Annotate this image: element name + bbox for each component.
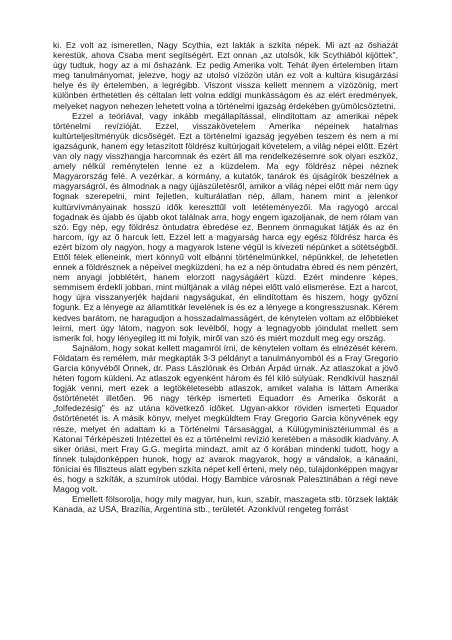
paragraph-2: Ezzel a teóriával, vagy inkább megállapítással, elindítottam az amerikai népek történelmi revízióját. Ezzel, visszakövetelem Amerika népeinek hatalmas kultúrteljesítményük dicsőségét. Ezt a történelmi igazság jegyében teszem és nem a mi igazságunk, hanem egy letaszított földrész kultúrjogait követelem, a világ népei előtt. Ezért van oly nagy visszhangja harcomnak és ezért áll ma rendelkezésemre sok olyan eszköz, amely nélkül reménytelen lenne ez a küzdelem. Ma egy földrész népei néznek Magyarország felé. A vezérkar, a kormány, a kutatók, tanárok és újságírók beszélnek a magyarságról, és álmodnak a nagy újjászületésről, amikor a világ népei előtt már nem úgy fognak szerepelni, mint fejletlen, kulturálatlan nép, állam, hanem mint a jelenkor kultúrvívmányainak hosszú idők kereszttűl volt letéteményezői. Ma ragyogó arccal fogadnak és újabb és újabb okot találnak arra, hogy engem igazoljanak, de nem rólam van szó. Egy nép, egy földrész öntudatra ébredése ez. Bennem önmagukat látják és az én harcom, így az ő harcuk lett. Ezzel lett a magyarság harca egy egész földrész harca és ezért bízom oly nagyon, hogy a magyarok Istene végül is kivezeti népünket a sötétségből. Ettől félek elleneink, mert könnyű volt elbánni történelmünkkel, népünkkel, de lehetetlen ennek a földrésznek a népeivel megküzdeni, ha ez a nép öntudatra ébred és nem pénzért, nem anyagi jobblétért, hanem elorzott nagyságáért küzd. Ezért mindenre képes, semmisem érdekli jobban, mint múltjának a világ népei előtt való elismerése. Ezt a harcot, hogy újra visszanyerjék hajdani nagyságukat, én elindítottam és hiszem, hogy győzni fogunk. Ez a lényege az államtitkár levelének is és ez a lényege a kongresszusnak. Kérem kedves barátom, ne haragudjon a hosszadalmasságért, de kénytelen voltam az előbbieket leírni, mert úgy látom, nagyon sok levélből, hogy a legnagyobb jóindulat mellett sem ismerik fol, hogy lényegileg itt mi folyik, miről van szó és miért mozdult meg egy ország.: [53, 110, 398, 343]
paragraph-1: ki. Ez volt az ismeretlen, Nagy Scythia, ezt lakták a szkíta népek. Mi azt az őshazát kerestük, ahova Csaba ment segítségért. Ezt onnan „az utolsók, kik Scythiából kijöttek", úgy tudtuk, hogy az a mi őshazánk. Ez pedig Amerika volt. Tehát ilyen értelemben írtam meg tanulmányomat, jelezve, hogy az utolsó vízözön után ez volt a kultúra kisugárzási helye és ily értelemben, a legrégibb. Viszont vissza kellett mennem a vízözönig, mert különben érthetetlen és céltalan lett volna eddigi munkásságom és az elért eredmények, melyeket nagyon nehezen lehetett volna a történelmi igazság érdekében gyümölcsöztetni.: [53, 40, 398, 111]
paragraph-4: Emellett fölsorolja, hogy mily magyar, hun, kun, szabír, maszageta stb. törzsek lakták Kanada, az USA, Brazília, Argentína stb., területét. Azonkívül rengeteg forrást: [53, 494, 398, 515]
paragraph-3: Sajnálom, hogy sokat kellett magamról írni, de kénytelen voltam és elnézését kérem. Földatam és remélem, már megkapták 3-3 példányt a tanulmányomból és a Fray Gregorio Garcia könyvéből Önnek, dr. Pass Lászlónak és Orbán Árpád úrnak. Az atlaszokat a jövő héten fogom küldeni. Az atlaszok egyenként három és fél kiló súlyúak. Rendkívül használ fogják venni, mert ezek a legtökéletesebb atlaszok, amiket valaha is láttam Amerika őstörténetét illetően. 96 nagy térkép ismerteti Equadorr és Amerika őskorát a „folfedezésig" és az utána következő időket. Ugyan-akkor röviden ismerteti Equador őstörténetét is. A másik könyv, melyet megküldtem Fray Gregorio Garcia könyvének egy része, melyet én adattam ki a Történelmi Társasággal, a Külügyminisztériummal és a Katonai Térképészeti Intézettel és ez a történelmi revízió keretében a második kiadvány. A siker óriási, mert Fray G.G. megírta mindazt, amit az ő korában mindenki tudott, hogy a finnek tulajdonképpen hunok, hogy az avarok magyarok, hogy a vándalok, a kánaáni, föníciai és filiszteus alatt egyben szkíta népet kell érteni, mely nép, tulajdonképpen magyar és, hogy a szkíták, a szumírok utódai. Hogy Bambice városnak Palesztinában a régi neve Magog volt.: [53, 342, 398, 495]
document-page: [53, 40, 398, 514]
